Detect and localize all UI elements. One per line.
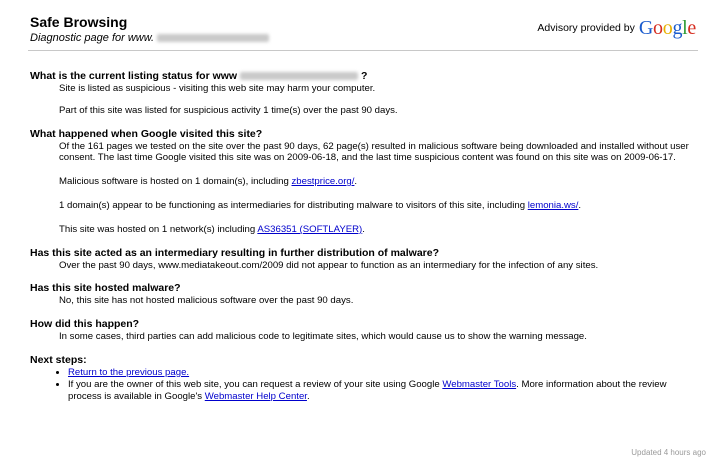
webmaster-tools-link[interactable]: Webmaster Tools bbox=[442, 378, 517, 390]
next-steps-list bbox=[30, 367, 700, 402]
google-logo-letter: o bbox=[662, 17, 673, 39]
redacted-domain bbox=[157, 34, 269, 42]
section-next-steps bbox=[30, 354, 700, 402]
question-intermediary: Has this site acted as an intermediary resulting in further distribution of malware? bbox=[30, 246, 440, 259]
updated-timestamp: Updated 4 hours ago bbox=[631, 448, 706, 457]
page-header bbox=[30, 14, 269, 45]
redacted-domain-2 bbox=[240, 72, 358, 80]
diagnostic-subtitle bbox=[30, 31, 269, 45]
google-logo-letter: G bbox=[638, 17, 654, 39]
advisory-box bbox=[537, 18, 696, 38]
malware-domain-link[interactable]: zbestprice.org/ bbox=[291, 176, 355, 188]
network-link[interactable]: AS36351 (SOFTLAYER) bbox=[257, 223, 363, 235]
intermediary-answer: Over the past 90 days, www.mediatakeout.com/2009 did not appear to function as an intermediary for the infection of any sites. bbox=[59, 259, 599, 271]
hosted-answer: No, this site has not hosted malicious software over the past 90 days. bbox=[59, 295, 354, 307]
happened-answer-2: Malicious software is hosted on 1 domain(s), including zbestprice.org/. bbox=[59, 176, 358, 188]
advisory-label: Advisory provided by bbox=[537, 22, 635, 34]
how-answer: In some cases, third parties can add malicious code to legitimate sites, which would cause us to show the warning message. bbox=[59, 331, 587, 343]
list-item: • If you are the owner of this web site, you can request a review of your site using Google Webmaster Tools. More information about the review process is available in Google's Webmaster Help Center. bbox=[68, 379, 700, 403]
question-listing-status: What is the current listing status for www ? bbox=[30, 70, 368, 82]
header-divider bbox=[28, 50, 698, 51]
question-what-happened: What happened when Google visited this site? bbox=[30, 127, 263, 140]
section-hosted bbox=[30, 282, 700, 307]
app-title: Safe Browsing bbox=[30, 14, 128, 30]
section-intermediary bbox=[30, 247, 700, 272]
question-hosted-malware: Has this site hosted malware? bbox=[30, 282, 181, 295]
section-happened bbox=[30, 128, 700, 236]
list-item bbox=[68, 367, 700, 379]
webmaster-help-center-link[interactable]: Webmaster Help Center bbox=[204, 390, 307, 402]
happened-answer-1: Of the 161 pages we tested on the site over the past 90 days, 62 page(s) resulted in malicious software being downloaded and installed without user consent. The last time Google visited this site was on 2009-06-18, and the last time suspicious content was found on this site was on 2009-06-17. bbox=[59, 140, 689, 164]
google-logo-letter: g bbox=[672, 17, 683, 39]
status-answer-1: Site is listed as suspicious - visiting this web site may harm your computer. bbox=[59, 83, 376, 94]
intermediary-domain-link[interactable]: lemonia.ws/ bbox=[527, 199, 579, 211]
subtitle-prefix: Diagnostic page for www. bbox=[30, 32, 155, 44]
main-content bbox=[30, 70, 700, 402]
section-how bbox=[30, 318, 700, 343]
happened-answer-4: This site was hosted on 1 network(s) including AS36351 (SOFTLAYER). bbox=[59, 223, 365, 235]
happened-answer-3: 1 domain(s) appear to be functioning as intermediaries for distributing malware to visitors of this site, including lemonia.ws/. bbox=[59, 199, 582, 211]
google-logo-letter: e bbox=[687, 17, 696, 39]
question-how: How did this happen? bbox=[30, 318, 140, 331]
google-logo bbox=[639, 18, 696, 38]
next-steps-heading: Next steps: bbox=[30, 353, 87, 366]
status-answer-2: Part of this site was listed for suspicious activity 1 time(s) over the past 90 days. bbox=[59, 104, 398, 116]
google-logo-letter: o bbox=[653, 17, 663, 39]
section-status bbox=[30, 70, 700, 117]
return-previous-page-link[interactable]: Return to the previous page. bbox=[68, 366, 190, 378]
google-logo-letter: l bbox=[682, 17, 688, 39]
